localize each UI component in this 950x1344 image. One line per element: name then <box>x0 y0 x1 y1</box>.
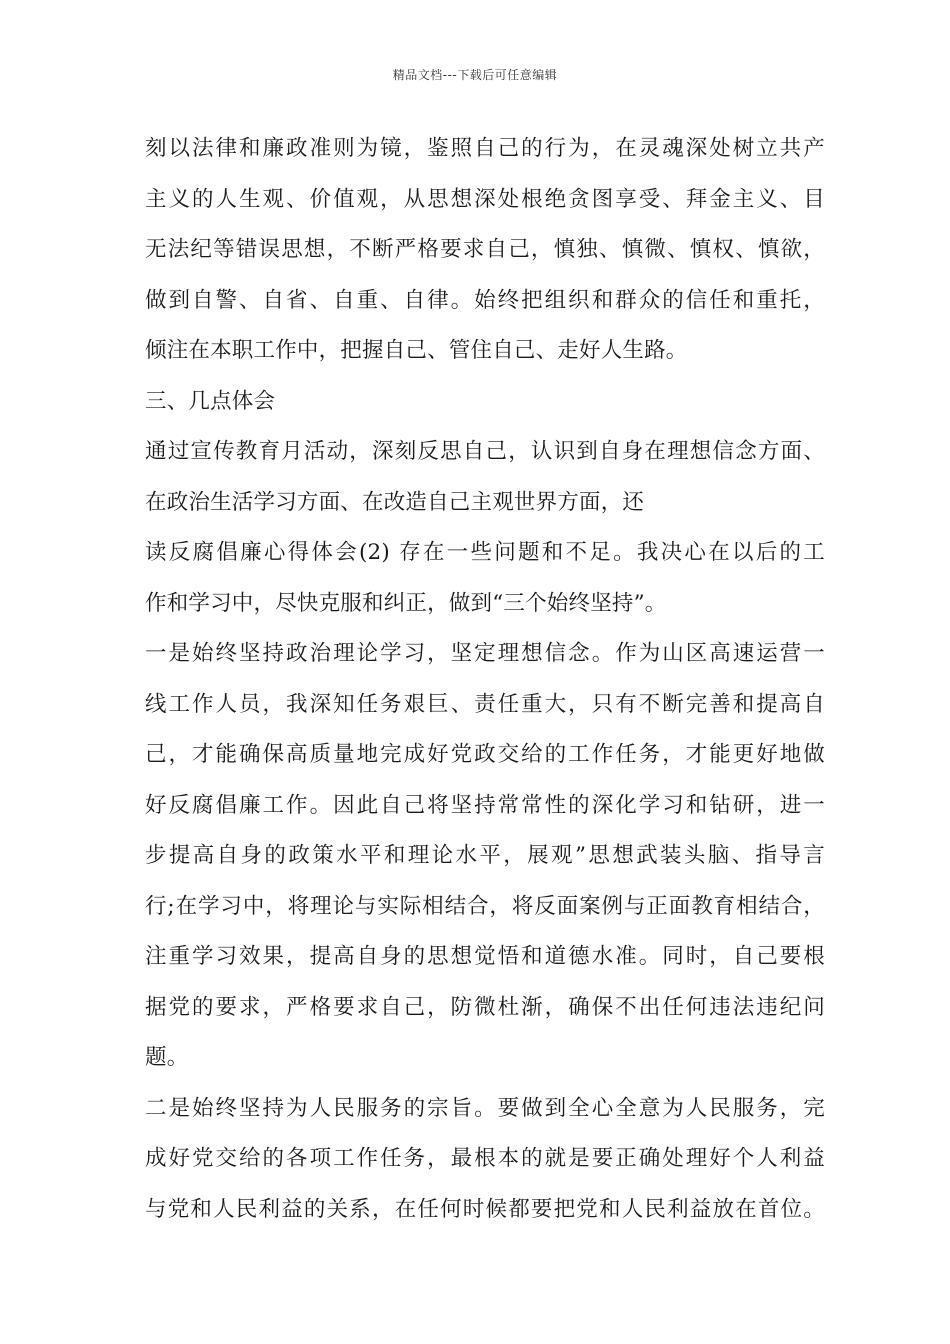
text-line: 二是始终坚持为人民服务的宗旨。要做到全心全意为人民服务，完 <box>145 1095 825 1121</box>
text-line: 主义的人生观、价值观，从思想深处根绝贪图享受、拜金主义、目 <box>145 186 825 212</box>
text-line: 作和学习中，尽快克服和纠正，做到“三个始终坚持”。 <box>145 590 667 616</box>
text-line: 行;在学习中，将理论与实际相结合，将反面案例与正面教育相结合， <box>145 893 825 919</box>
text-line: 三、几点体会 <box>145 388 276 414</box>
text-line: 在政治生活学习方面、在改造自己主观世界方面，还 <box>145 489 645 515</box>
text-line: 据党的要求，严格要求自己，防微杜渐，确保不出任何违法违纪问 <box>145 994 825 1020</box>
text-line: 倾注在本职工作中，把握自己、管住自己、走好人生路。 <box>145 338 688 363</box>
text-line: 无法纪等错误思想，不断严格要求自己，慎独、慎微、慎权、慎欲， <box>145 237 825 262</box>
text-line: 注重学习效果，提高自身的思想觉悟和道德水准。同时，自己要根 <box>145 944 825 969</box>
text-line: 与党和人民利益的关系，在任何时候都要把党和人民利益放在首位。 <box>145 1196 825 1222</box>
text-line: 通过宣传教育月活动，深刻反思自己，认识到自身在理想信念方面、 <box>145 439 825 464</box>
text-line: 一是始终坚持政治理论学习，坚定理想信念。作为山区高速运营一 <box>145 641 825 666</box>
text-line: 步提高自身的政策水平和理论水平，展观”思想武装头脑、指导言 <box>145 843 825 868</box>
page-header: 精品文档---下载后可任意编辑 <box>392 68 558 82</box>
text-line: 好反腐倡廉工作。因此自己将坚持常常性的深化学习和钻研，进一 <box>145 792 825 818</box>
text-line: 成好党交给的各项工作任务，最根本的就是要正确处理好个人利益 <box>145 1146 825 1171</box>
text-line: 己，才能确保高质量地完成好党政交给的工作任务，才能更好地做 <box>145 742 825 767</box>
document-body <box>145 124 825 1235</box>
text-line: 刻以法律和廉政准则为镜，鉴照自己的行为，在灵魂深处树立共产 <box>145 136 825 161</box>
text-line: 线工作人员，我深知任务艰巨、责任重大，只有不断完善和提高自 <box>145 691 825 717</box>
text-line: 做到自警、自省、自重、自律。始终把组织和群众的信任和重托， <box>145 287 825 313</box>
text-line: 题。 <box>145 1045 189 1070</box>
text-line: 读反腐倡廉心得体会(2) 存在一些问题和不足。我决心在以后的工 <box>145 540 825 565</box>
